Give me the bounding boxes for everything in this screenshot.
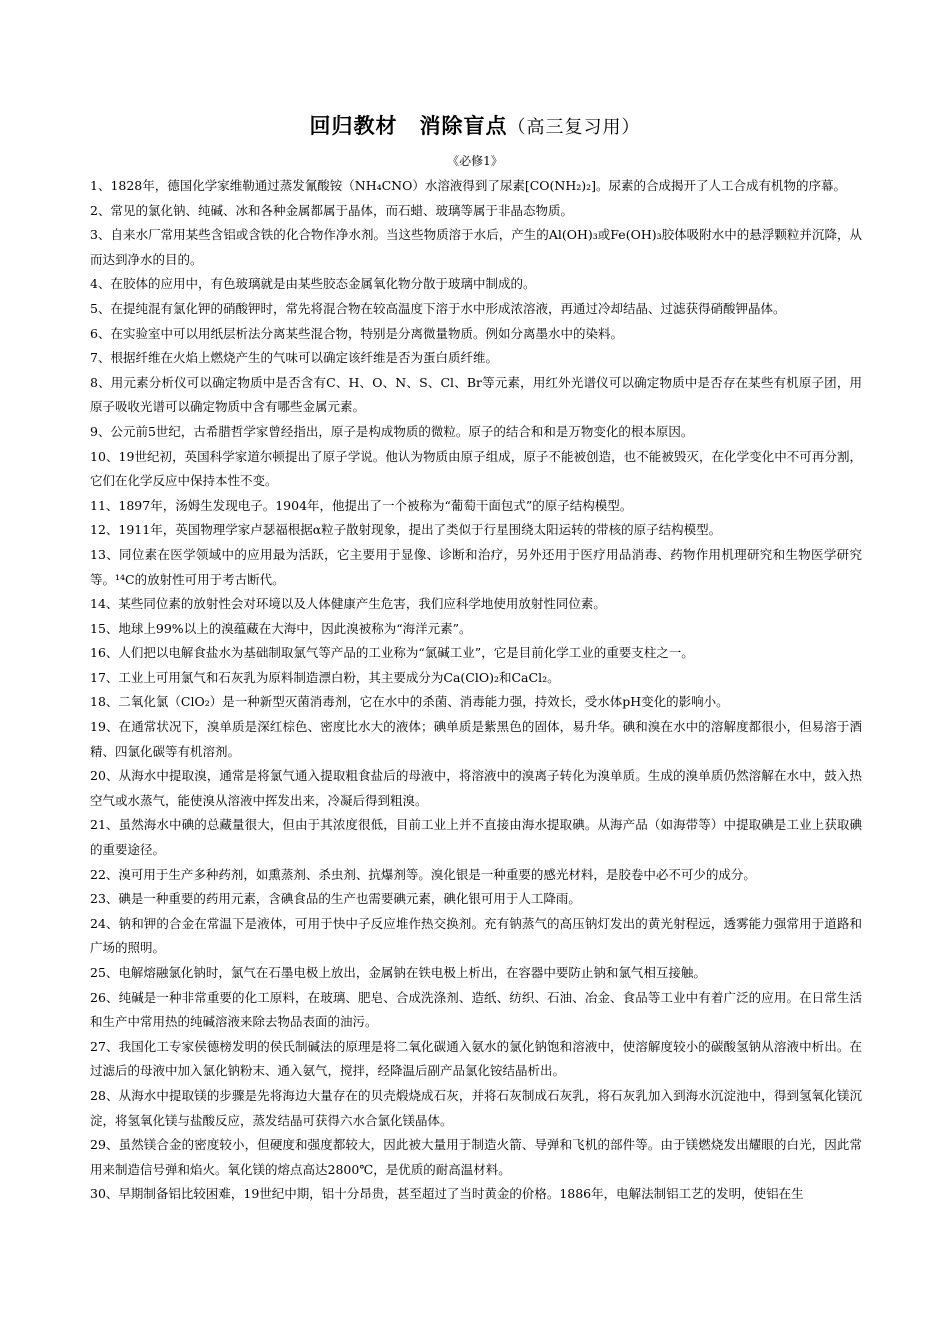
list-item: 13、同位素在医学领域中的应用最为活跃，它主要用于显像、诊断和治疗，另外还用于医疗用品消毒、药物作用机理研究和生物医学研究等。¹⁴C的放射性可用于考古断代。 [90,546,862,587]
list-item: 11、1897年，汤姆生发现电子。1904年，他提出了一个被称为“葡萄干面包式”的原子结构模型。 [90,497,633,513]
list-item: 27、我国化工专家侯德榜发明的侯氏制碱法的原理是将二氧化碳通入氨水的氯化钠饱和溶液中，使溶解度较小的碳酸氢钠从溶液中析出。在过滤后的母液中加入氯化钠粉末、通入氨气，搅拌，经降温后副产品氯化铵结晶析出。 [90,1038,862,1079]
list-item: 10、19世纪初，英国科学家道尔顿提出了原子学说。他认为物质由原子组成，原子不能被创造，也不能被毁灭，在化学变化中不可再分割，它们在化学反应中保持本性不变。 [90,448,862,489]
list-item: 9、公元前5世纪，古希腊哲学家曾经指出，原子是构成物质的微粒。原子的结合和和是万物变化的根本原因。 [90,423,694,439]
list-item: 20、从海水中提取溴，通常是将氯气通入提取粗食盐后的母液中，将溶液中的溴离子转化为溴单质。生成的溴单质仍然溶解在水中，鼓入热空气或水蒸气，能使溴从溶液中挥发出来，冷凝后得到粗溴。 [90,768,862,808]
item-list [90,174,862,1207]
list-item: 26、纯碱是一种非常重要的化工原料，在玻璃、肥皂、合成洗涤剂、造纸、纺织、石油、冶金、食品等工业中有着广泛的应用。在日常生活和生产中常用热的纯碱溶液来除去物品表面的油污。 [90,989,862,1030]
list-item: 16、人们把以电解食盐水为基础制取氯气等产品的工业称为“氯碱工业”，它是目前化学工业的重要支柱之一。 [90,645,694,661]
list-item: 29、虽然镁合金的密度较小，但硬度和强度都较大，因此被大量用于制造火箭、导弹和飞机的部件等。由于镁燃烧发出耀眼的白光，因此常用来制造信号弹和焰火。氧化镁的熔点高达2800℃，是优质的耐高温材料。 [90,1137,862,1177]
list-item: 18、二氧化氯（ClO₂）是一种新型灭菌消毒剂，它在水中的杀菌、消毒能力强，持效长，受水体pH变化的影响小。 [90,694,729,710]
list-item: 8、用元素分析仪可以确定物质中是否含有C、H、O、N、S、Cl、Br等元素，用红外光谱仪可以确定物质中是否存在某些有机原子团，用原子吸收光谱可以确定物质中含有哪些金属元素。 [90,374,862,415]
list-item: 25、电解熔融氯化钠时，氯气在石墨电极上放出，金属钠在铁电极上析出，在容器中要防止钠和氯气相互接触。 [90,965,706,980]
list-item: 1、1828年，德国化学家维勒通过蒸发氰酸铵（NH₄CNO）水溶液得到了尿素[CO(NH₂)₂]。尿素的合成揭开了人工合成有机物的序幕。 [90,178,847,193]
list-item: 21、虽然海水中碘的总藏量很大，但由于其浓度很低，目前工业上并不直接由海水提取碘。从海产品（如海带等）中提取碘是工业上获取碘的重要途径。 [90,817,862,858]
list-item: 17、工业上可用氯气和石灰乳为原料制造漂白粉，其主要成分为Ca(ClO)₂和CaCl₂。 [90,669,560,685]
list-item: 23、碘是一种重要的药用元素，含碘食品的生产也需要碘元素，碘化银可用于人工降雨。 [90,891,581,907]
list-item: 28、从海水中提取镁的步骤是先将海边大量存在的贝壳煅烧成石灰，并将石灰制成石灰乳，将石灰乳加入到海水沉淀池中，得到氢氧化镁沉淀，将氢氧化镁与盐酸反应，蒸发结晶可获得六水合氯化镁晶体。 [90,1087,862,1128]
list-item: 2、常见的氯化钠、纯碱、冰和各种金属都属于晶体，而石蜡、玻璃等属于非晶态物质。 [90,202,573,218]
list-item: 7、根据纤维在火焰上燃烧产生的气味可以确定该纤维是否为蛋白质纤维。 [90,350,498,366]
list-item: 19、在通常状况下，溴单质是深红棕色、密度比水大的液体；碘单质是紫黑色的固体，易升华。碘和溴在水中的溶解度都很小，但易溶于酒精、四氯化碳等有机溶剂。 [90,719,862,759]
section-label: 《必修1》 [447,154,503,168]
page-title [0,110,950,140]
list-item: 22、溴可用于生产多种药剂，如熏蒸剂、杀虫剂、抗爆剂等。溴化银是一种重要的感光材料，是胶卷中必不可少的成分。 [90,866,756,882]
list-item: 6、在实验室中可以用纸层析法分离某些混合物，特别是分离微量物质。例如分离墨水中的染料。 [90,325,623,341]
list-item: 12、1911年，英国物理学家卢瑟福根据α粒子散射现象，提出了类似于行星围绕太阳运转的带核的原子结构模型。 [90,522,722,538]
title-main: 回归教材 消除盲点 [309,114,508,138]
list-item: 3、自来水厂常用某些含铝或含铁的化合物作净水剂。当这些物质溶于水后，产生的Al(OH)₃或Fe(OH)₃胶体吸附水中的悬浮颗粒并沉降，从而达到净水的目的。 [90,227,862,267]
list-item: 15、地球上99%以上的溴蕴藏在大海中，因此溴被称为“海洋元素”。 [90,620,472,636]
list-item: 14、某些同位素的放射性会对环境以及人体健康产生危害，我们应科学地使用放射性同位素。 [90,596,606,612]
list-item: 4、在胶体的应用中，有色玻璃就是由某些胶态金属氧化物分散于玻璃中制成的。 [90,276,536,292]
list-item: 5、在提纯混有氯化钾的硝酸钾时，常先将混合物在较高温度下溶于水中形成浓溶液，再通过冷却结晶、过滤获得硝酸钾晶体。 [90,300,786,316]
list-item: 30、早期制备铝比较困难，19世纪中期，铝十分昂贵，甚至超过了当时黄金的价格。1886年，电解法制铝工艺的发明，使铝在生 [90,1186,804,1202]
list-item: 24、钠和钾的合金在常温下是液体，可用于快中子反应堆作热交换剂。充有钠蒸气的高压钠灯发出的黄光射程远，透雾能力强常用于道路和广场的照明。 [90,915,862,956]
title-sub: （高三复习用） [507,117,641,138]
